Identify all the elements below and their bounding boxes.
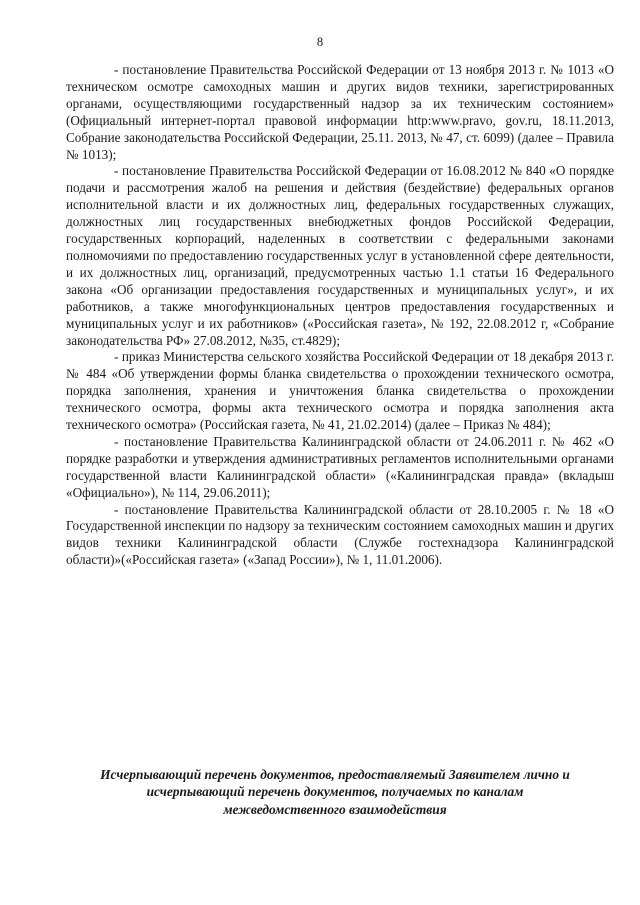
paragraph-decree-1013: - постановление Правительства Российской Федерации от 13 ноября 2013 г. № 1013 «О техническом осмотре самоходных машин и других видов техники, зарегистрированных органами, осуществляющими государственный надзор за их техническим состоянием» (Официальный интернет-портал правовой информации http:www.pravo, gov.ru, 18.11.2013, Собрание законодательства Российской Федерации, 25.11. 2013, № 47, ст. 6099) (далее – Правила № 1013); <box>66 62 614 162</box>
document-body <box>66 62 614 569</box>
paragraph-decree-840: - постановление Правительства Российской Федерации от 16.08.2012 № 840 «О порядке подачи и рассмотрения жалоб на решения и действия (бездействие) федеральных органов исполнительной власти и их должностных лиц, федеральных государственных служащих, должностных лиц государственных внебюджетных фондов Российской Федерации, государственных корпораций, наделенных в соответствии с федеральными законами полномочиями по предоставлению государственных услуг в установленной сфере деятельности, и их должностных лиц, организаций, предусмотренных частью 1.1 статьи 16 Федерального закона «Об организации предоставления государственных и муниципальных услуг», и их работников, а также многофункциональных центров предоставления государственных и муниципальных услуг и их работников» («Российская газета», № 192, 22.08.2012 г, «Собрание законодательства РФ» 27.08.2012, №35, ст.4829); <box>66 163 614 348</box>
paragraph-decree-462: - постановление Правительства Калининградской области от 24.06.2011 г. № 462 «О порядке разработки и утверждения административных регламентов исполнительными органами государственной власти Калининградской области» («Калининградская правда» (вкладыш «Официально»), № 114, 29.06.2011); <box>66 433 614 500</box>
paragraph-decree-18: - постановление Правительства Калининградской области от 28.10.2005 г. № 18 «О Государственной инспекции по надзору за техническим состоянием самоходных машин и других видов техники Калининградской области (Службе гостехнадзора Калининградской области)»(«Российская газета» («Запад России»), № 1, 11.01.2006). <box>66 501 614 568</box>
page-number: 8 <box>316 35 324 49</box>
paragraph-order-484: - приказ Министерства сельского хозяйства Российской Федерации от 18 декабря 2013 г. № 484 «Об утверждении формы бланка свидетельства о прохождении технического осмотра, порядка заполнения, хранения и уничтожения бланка свидетельства о прохождении технического осмотра, формы акта технического осмотра и порядка заполнения акта технического осмотра» (Российская газета, № 41, 21.02.2014) (далее – Приказ № 484); <box>66 349 614 433</box>
section-heading: Исчерпывающий перечень документов, предоставляемый Заявителем лично и исчерпывающий перечень документов, получаемых по каналам межведомственного взаимодействия <box>100 767 570 817</box>
